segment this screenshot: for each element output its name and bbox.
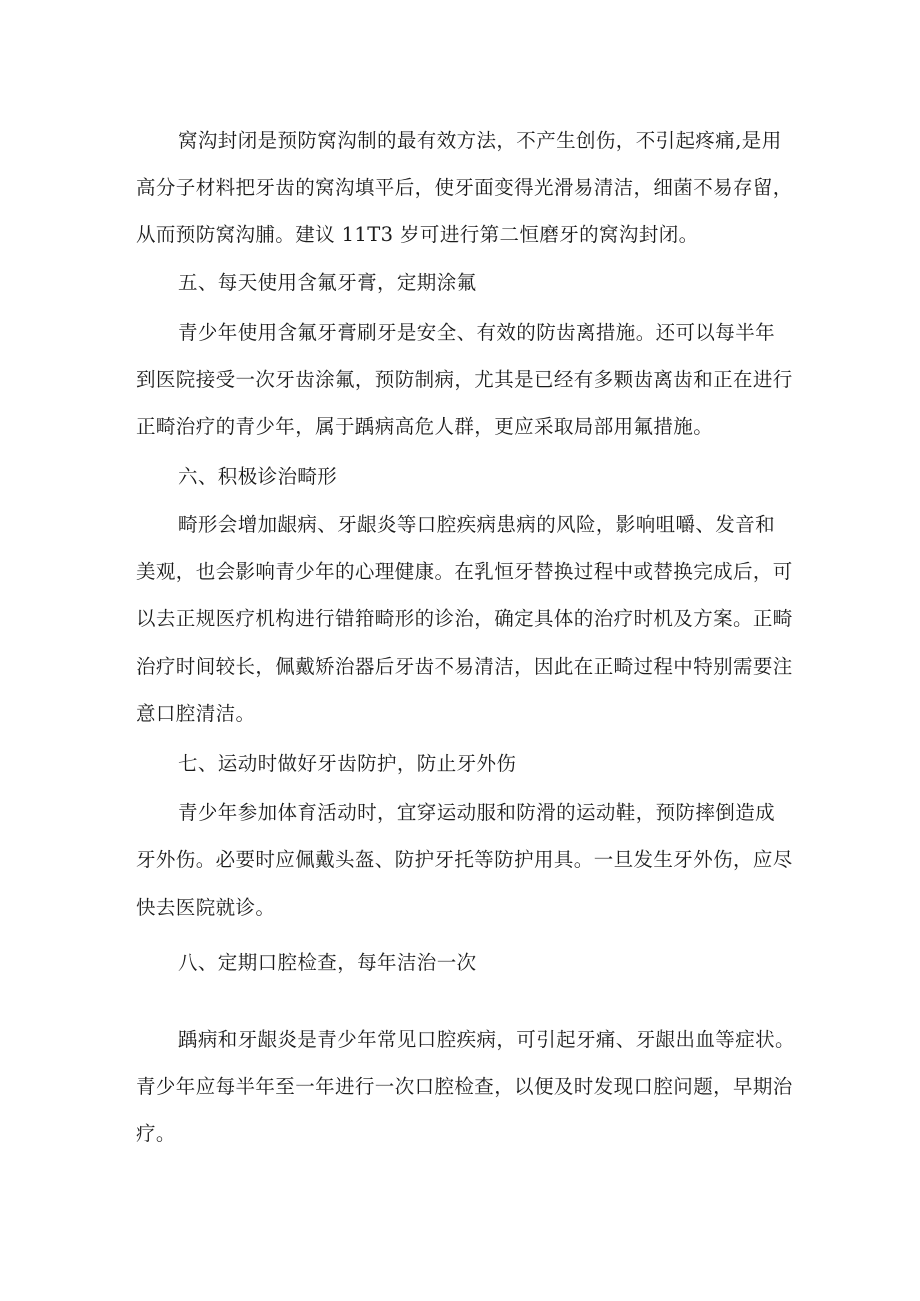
paragraph-line: 从而预防窝沟脯。建议 11T3 岁可进行第二恒磨牙的窝沟封闭。 xyxy=(136,223,699,246)
paragraph-line: 窝沟封闭是预防窝沟制的最有效方法，不产生创伤，不引起疼痛,是用 xyxy=(178,129,782,152)
paragraph-line: 高分子材料把牙齿的窝沟填平后，使牙面变得光滑易清洁，细菌不易存留， xyxy=(136,176,793,199)
paragraph-line: 青少年参加体育活动时，宜穿运动服和防滑的运动鞋，预防摔倒造成 xyxy=(178,801,776,824)
paragraph-line: 青少年应每半年至一年进行一次口腔检查，以便及时发现口腔问题，早期治 xyxy=(136,1075,793,1098)
paragraph-line: 美观，也会影响青少年的心理健康。在乳恒牙替换过程中或替换完成后，可 xyxy=(136,560,793,583)
paragraph-line: 到医院接受一次牙齿涂氟，预防制病，尤其是已经有多颗齿离齿和正在进行 xyxy=(136,368,793,391)
paragraph-line: 治疗时间较长，佩戴矫治器后牙齿不易清洁，因此在正畸过程中特别需要注 xyxy=(136,655,793,678)
section-heading: 六、积极诊治畸形 xyxy=(178,465,338,488)
paragraph-line: 牙外伤。必要时应佩戴头盔、防护牙托等防护用具。一旦发生牙外伤，应尽 xyxy=(136,848,793,871)
paragraph-line: 以去正规医疗机构进行错箝畸形的诊治，确定具体的治疗时机及方案。正畸 xyxy=(136,607,793,630)
section-heading: 五、每天使用含氟牙膏，定期涂氟 xyxy=(178,271,477,294)
section-heading: 七、运动时做好牙齿防护，防止牙外伤 xyxy=(178,752,517,775)
paragraph-line: 疗。 xyxy=(136,1122,176,1145)
paragraph-line: 正畸治疗的青少年，属于踽病高危人群，更应采取局部用氟措施。 xyxy=(136,415,714,438)
paragraph-line: 快去医院就诊。 xyxy=(136,896,276,919)
paragraph-line: 畸形会增加龈病、牙龈炎等口腔疾病患病的风险，影响咀嚼、发音和 xyxy=(178,513,776,536)
section-heading: 八、定期口腔检查，每年洁治一次 xyxy=(178,951,477,974)
paragraph-line: 意口腔清洁。 xyxy=(136,702,256,725)
paragraph-line: 青少年使用含氟牙膏刷牙是安全、有效的防齿离措施。还可以每半年 xyxy=(178,321,776,344)
paragraph-line: 踽病和牙龈炎是青少年常见口腔疾病，可引起牙痛、牙龈出血等症状。 xyxy=(178,1028,795,1051)
